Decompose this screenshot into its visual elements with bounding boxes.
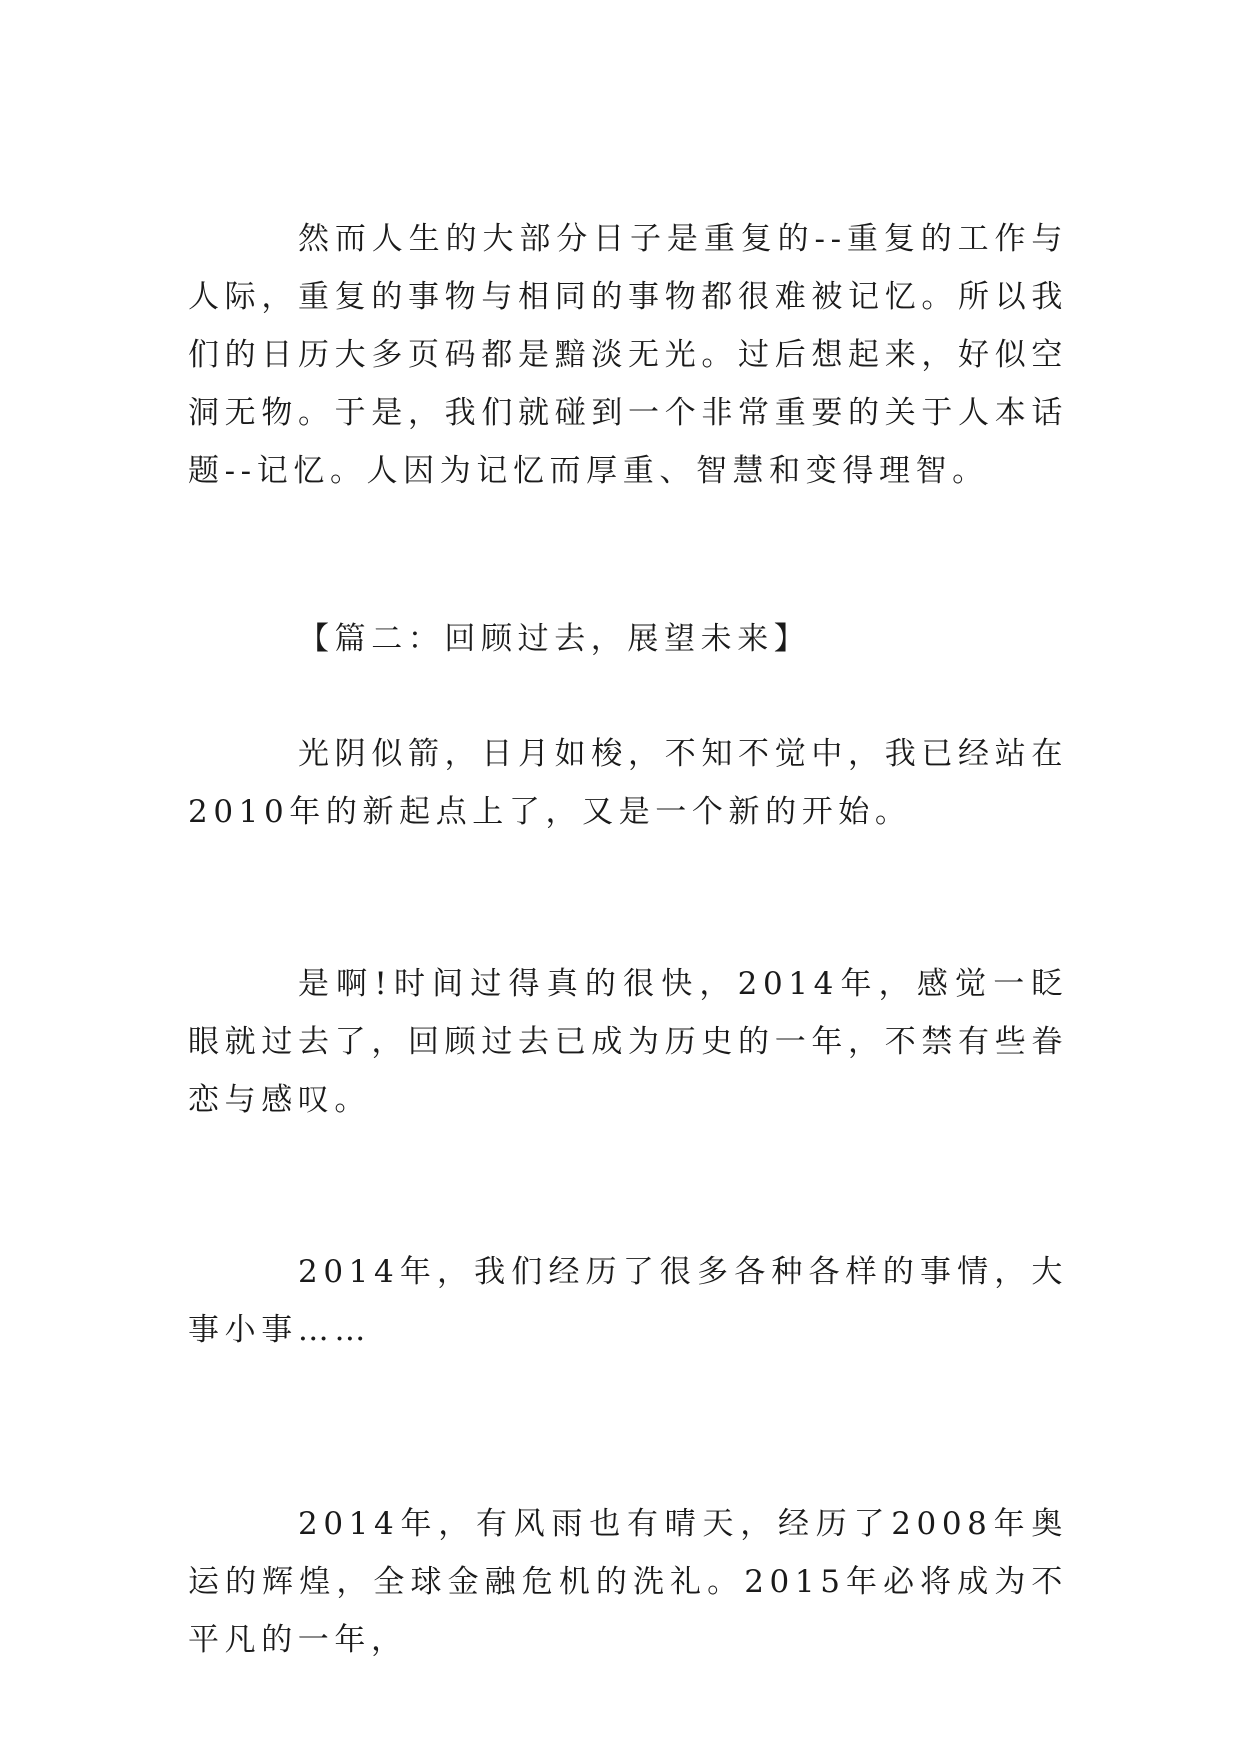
paragraph-time-flies: 是啊!时间过得真的很快，2014年，感觉一眨眼就过去了，回顾过去已成为历史的一年，不禁有些眷恋与感叹。 <box>188 966 1068 1118</box>
paragraph-events: 2014年，我们经历了很多各种各样的事情，大事小事…… <box>188 1254 1068 1348</box>
paragraph-memory: 然而人生的大部分日子是重复的--重复的工作与人际，重复的事物与相同的事物都很难被记忆。所以我们的日历大多页码都是黯淡无光。过后想起来，好似空洞无物。于是，我们就碰到一个非常重要的关于人本话题--记忆。人因为记忆而厚重、智慧和变得理智。 <box>188 221 1068 489</box>
document-body <box>188 210 1068 1669</box>
section-heading: 【篇二：回顾过去，展望未来】 <box>298 621 811 657</box>
paragraph-spacer <box>188 1129 1068 1243</box>
paragraph-spacer <box>188 668 1068 725</box>
paragraph-spacer <box>188 841 1068 955</box>
paragraph-new-start: 光阴似箭，日月如梭，不知不觉中，我已经站在2010年的新起点上了，又是一个新的开始。 <box>188 736 1068 830</box>
paragraph-storms: 2014年，有风雨也有晴天，经历了2008年奥运的辉煌，全球金融危机的洗礼。2015年必将成为不平凡的一年， <box>188 1506 1068 1658</box>
paragraph-spacer <box>188 1359 1068 1495</box>
paragraph-spacer <box>188 500 1068 610</box>
